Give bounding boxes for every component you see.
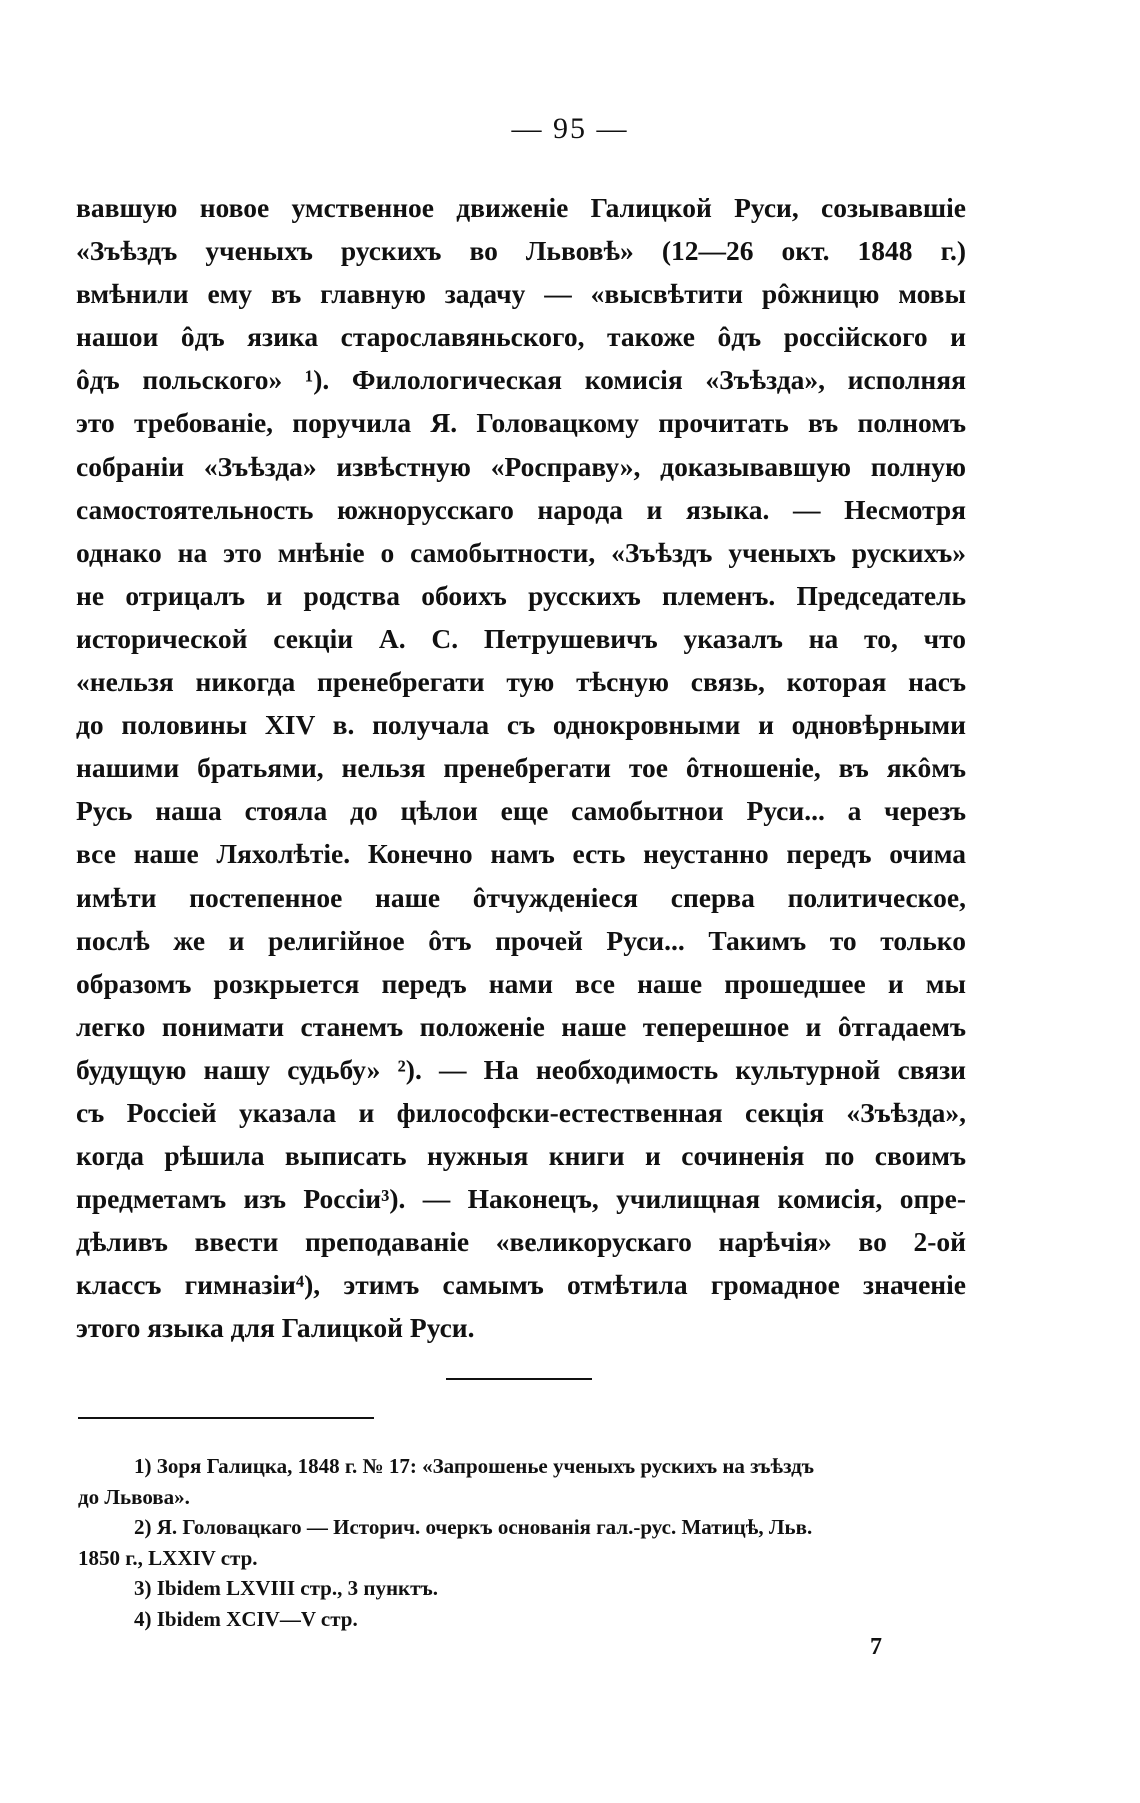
text-line: все наше Ляхолѣтіе. Конечно намъ есть неустанно передъ очима: [76, 838, 966, 870]
text-line: послѣ же и религійное ôтъ прочей Руси... Такимъ то только: [76, 924, 966, 956]
text-line: это требованіе, поручила Я. Головацкому прочитать въ полномъ: [76, 407, 966, 439]
text-line: классъ гимназіи⁴), этимъ самымъ отмѣтила громадное значеніе: [76, 1269, 966, 1301]
text-line: самостоятельность южнорусскаго народа и языка. — Несмотря: [76, 493, 966, 525]
text-line: вмѣнили ему въ главную задачу — «высвѣтити рôжницю мовы: [76, 278, 966, 310]
text-line: предметамъ изъ Россіи³). — Наконецъ, училищная комисія, опре-: [76, 1183, 966, 1215]
footnote-3: 3) Ibidem LXVIII стр., 3 пунктъ.: [134, 1576, 438, 1600]
text-line: «Зъѣздъ ученыхъ рускихъ во Львовѣ» (12—26 окт. 1848 г.): [76, 235, 966, 267]
text-line: однако на это мнѣніе о самобытности, «Зъѣздъ ученыхъ рускихъ»: [76, 536, 966, 568]
text-line: нашои ôдъ язика старославяньского, такоже ôдъ россійского и: [76, 321, 966, 353]
text-line: имѣти постепенное наше ôтчужденіеся сперва политическое,: [76, 881, 966, 913]
text-line: легко понимати станемъ положеніе наше теперешное и ôтгадаемъ: [76, 1010, 966, 1042]
text-line: ôдъ польского» ¹). Филологическая комисія «Зъѣзда», исполняя: [76, 364, 966, 396]
footnote-divider: [78, 1417, 374, 1419]
text-line: до половины XIV в. получала съ однокровными и одновѣрными: [76, 709, 966, 741]
text-line: съ Россіей указала и философски-естественная секція «Зъѣзда»,: [76, 1096, 966, 1128]
body-text: [76, 186, 966, 1350]
text-line: дѣливъ ввести преподаваніе «великорускаго нарѣчія» во 2-ой: [76, 1226, 966, 1258]
text-line: исторической секціи А. С. Петрушевичъ указалъ на то, что: [76, 622, 966, 654]
text-line-last: этого языка для Галицкой Руси.: [76, 1312, 475, 1344]
footnote-4: 4) Ibidem XCIV—V стр.: [134, 1606, 358, 1631]
footnotes: [78, 1451, 964, 1634]
text-line: нашими братьями, нельзя пренебрегати тое ôтношеніе, въ якôмъ: [76, 752, 966, 784]
text-line: не отрицалъ и родства обоихъ русскихъ племенъ. Председатель: [76, 579, 966, 611]
page-number: — 95 —: [511, 112, 629, 145]
text-line: собраніи «Зъѣзда» извѣстную «Росправу», доказывавшую полную: [76, 450, 966, 482]
text-line: когда рѣшила выписать нужныя книги и сочиненія по своимъ: [76, 1140, 966, 1172]
footnote-2: 2) Я. Головацкаго — Историч. очеркъ основанія гал.-рус. Матицѣ, Льв.: [134, 1515, 813, 1539]
footnote-1: 1) Зоря Галицка, 1848 г. № 17: «Запрошенье ученыхъ рускихъ на зъѣздъ: [134, 1454, 815, 1478]
text-line: «нельзя никогда пренебрегати тую тѣсную связь, которая насъ: [76, 666, 966, 698]
sheet-signature: 7: [870, 1634, 882, 1660]
text-line: Русь наша стояла до цѣлои еще самобытнои Руси... а черезъ: [76, 795, 966, 827]
footnote-1-continuation: до Львова».: [78, 1484, 190, 1509]
footnote-2-continuation: 1850 г., LXXIV стр.: [78, 1545, 258, 1570]
section-divider: [446, 1378, 592, 1380]
text-line: вавшую новое умственное движеніе Галицкой Руси, созывавшіе: [76, 192, 966, 223]
text-line: образомъ розкрыется передъ нами все наше прошедшее и мы: [76, 967, 966, 999]
text-line: будущую нашу судьбу» ²). — На необходимость культурной связи: [76, 1053, 966, 1085]
